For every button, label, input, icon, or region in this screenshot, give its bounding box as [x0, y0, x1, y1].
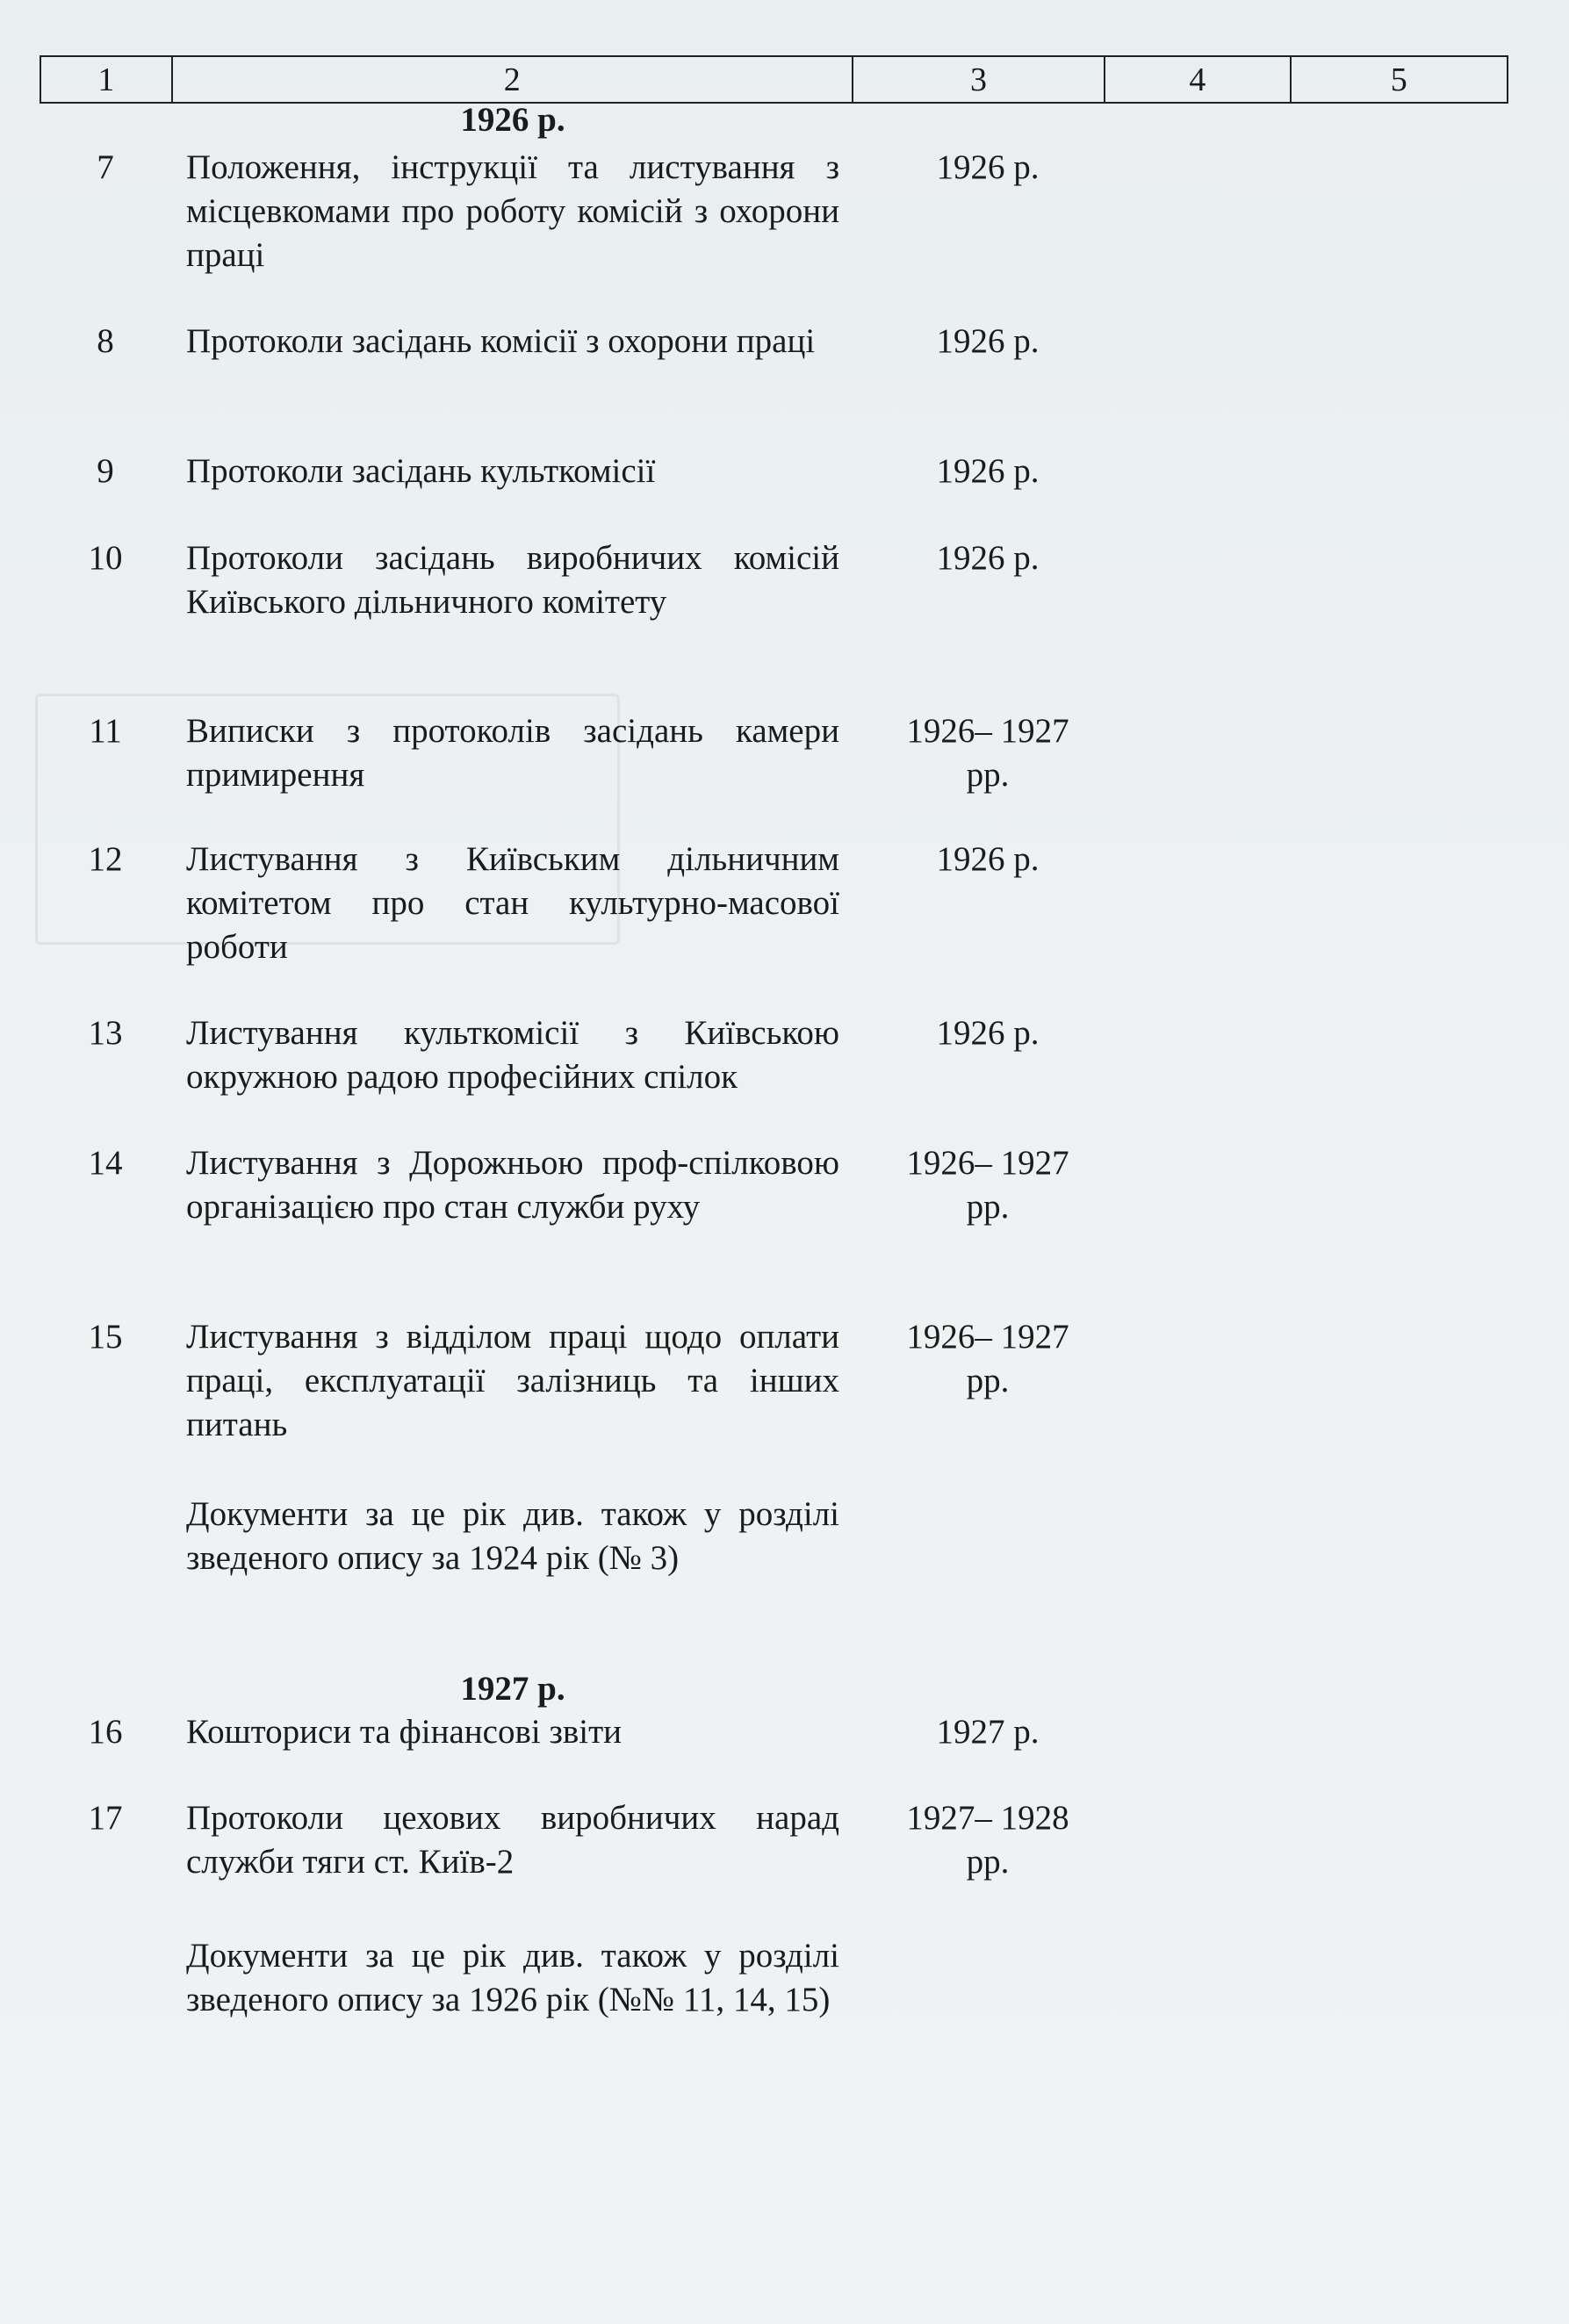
row-number: 7	[97, 148, 114, 186]
row-title: Листування з Дорожньою проф-спілковою організацією про стан служби руху	[186, 1144, 839, 1226]
row-title: Протоколи засідань виробничих комісій Київського дільничного комітету	[186, 539, 839, 621]
row-date: 1926– 1927 рр.	[906, 1318, 1069, 1399]
row-date: 1926 р.	[936, 148, 1040, 186]
row-date: 1926 р.	[936, 539, 1040, 577]
column-header-2: 2	[173, 57, 853, 102]
row-date: 1926 р.	[936, 840, 1040, 878]
row-title: Протоколи засідань культкомісії	[186, 452, 656, 490]
see-also-note-1927: Документи за це рік див. також у розділі зведеного опису за 1926 рік (№№ 11, 14, 15)	[186, 1937, 839, 2018]
see-also-note-1926: Документи за це рік див. також у розділі зведеного опису за 1924 рік (№ 3)	[186, 1495, 839, 1577]
row-number: 16	[88, 1713, 123, 1751]
row-date: 1927 р.	[936, 1713, 1040, 1751]
row-title: Кошториси та фінансові звіти	[186, 1713, 623, 1751]
row-number: 14	[88, 1144, 123, 1182]
row-title: Протоколи засідань комісії з охорони праці	[186, 322, 816, 360]
row-title: Протоколи цехових виробничих нарад служби тяги ст. Київ-2	[186, 1799, 839, 1881]
column-header-table	[40, 55, 1508, 104]
column-header-5: 5	[1390, 61, 1407, 98]
row-title: Листування з Київським дільничним комітетом про стан культурно-масової роботи	[186, 840, 839, 966]
row-date: 1926– 1927 рр.	[906, 712, 1069, 794]
row-date: 1926 р.	[936, 452, 1040, 490]
row-number: 12	[88, 840, 123, 878]
row-date: 1926 р.	[936, 322, 1040, 360]
column-header-1: 1	[41, 57, 173, 102]
row-number: 10	[88, 539, 123, 577]
row-number: 11	[89, 712, 122, 750]
column-header-3: 3	[853, 57, 1105, 102]
row-title: Положення, інструкції та листування з місцевкомами про роботу комісій з охорони праці	[186, 148, 839, 274]
column-header-4: 4	[1105, 57, 1292, 102]
row-title: Виписки з протоколів засідань камери примирення	[186, 712, 839, 794]
section-year-1927: 1927 р.	[460, 1670, 565, 1708]
row-number: 9	[97, 452, 114, 490]
row-number: 17	[88, 1799, 123, 1837]
row-date: 1927– 1928 рр.	[906, 1799, 1069, 1881]
row-title: Листування культкомісії з Київською окружною радою професійних спілок	[186, 1014, 839, 1096]
row-number: 15	[88, 1318, 123, 1356]
row-number: 13	[88, 1014, 123, 1052]
row-date: 1926– 1927 рр.	[906, 1144, 1069, 1226]
section-year-1926: 1926 р.	[460, 101, 565, 139]
row-date: 1926 р.	[936, 1014, 1040, 1052]
row-number: 8	[97, 322, 114, 360]
row-title: Листування з відділом праці щодо оплати праці, експлуатації залізниць та інших питань	[186, 1318, 839, 1443]
